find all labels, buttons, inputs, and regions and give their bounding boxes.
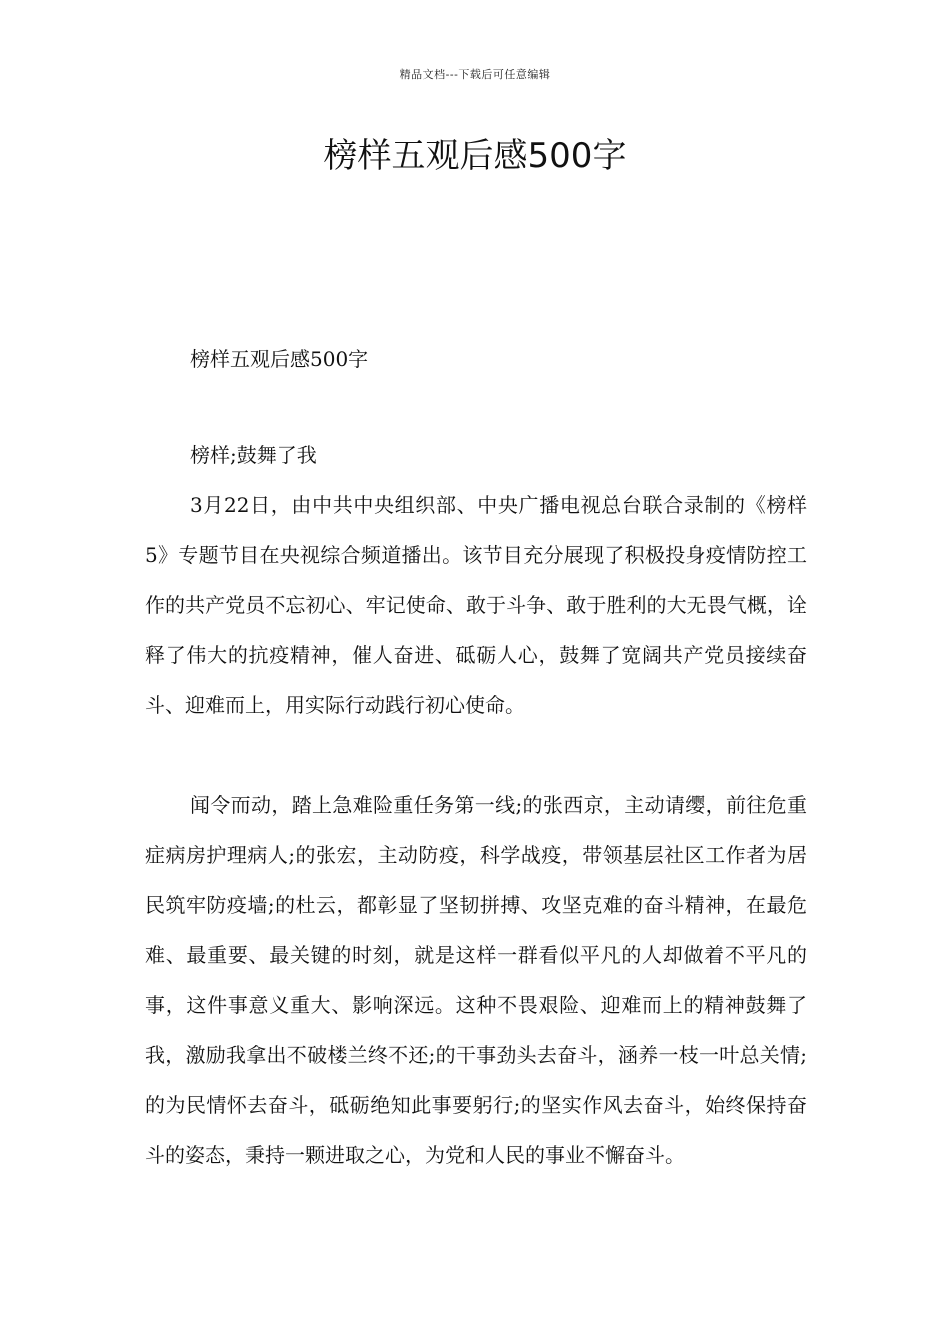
page-header-note: 精品文档---下载后可任意编辑 — [399, 68, 551, 81]
document-subtitle: 榜样五观后感500字 — [190, 347, 369, 371]
document-title: 榜样五观后感500字 — [323, 136, 627, 176]
body-paragraph: 3月22日，由中共中央组织部、中央广播电视总台联合录制的《榜样5》专题节目在央视综合频道播出。该节目充分展现了积极投身疫情防控工作的共产党员不忘初心、牢记使命、敢于斗争、敢于胜利的大无畏气概，诠释了伟大的抗疫精神，催人奋进、砥砺人心，鼓舞了宽阔共产党员接续奋斗、迎难而上，用实际行动践行初心使命。 — [145, 493, 807, 717]
section-heading: 榜样;鼓舞了我 — [190, 443, 317, 467]
body-paragraph: 闻令而动，踏上急难险重任务第一线;的张西京，主动请缨，前往危重症病房护理病人;的张宏，主动防疫，科学战疫，带领基层社区工作者为居民筑牢防疫墙;的杜云，都彰显了坚韧拼搏、攻坚克难的奋斗精神，在最危难、最重要、最关键的时刻，就是这样一群看似平凡的人却做着不平凡的事，这件事意义重大、影响深远。这种不畏艰险、迎难而上的精神鼓舞了我，激励我拿出不破楼兰终不还;的干事劲头去奋斗，涵养一枝一叶总关情;的为民情怀去奋斗，砥砺绝知此事要躬行;的坚实作风去奋斗，始终保持奋斗的姿态，秉持一颗进取之心，为党和人民的事业不懈奋斗。 — [145, 793, 807, 1167]
